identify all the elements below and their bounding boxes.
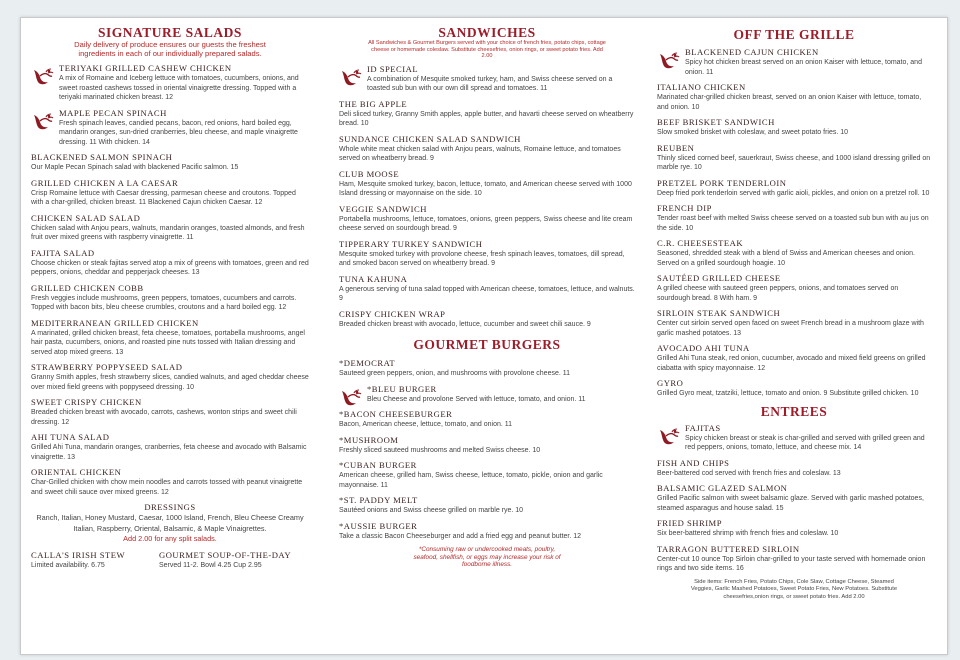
menu-item xyxy=(339,239,635,269)
menu-item xyxy=(339,384,635,405)
menu-item-name: REUBEN xyxy=(657,142,695,153)
chili-pepper-icon xyxy=(339,388,363,410)
menu-item-name: *ST. PADDY MELT xyxy=(339,495,418,506)
menu-item-description: Spicy chicken breast or steak is char-grilled and served with grilled green and red peppers, onions, tomato, lettuce, and cheese mix. 14 xyxy=(685,434,925,451)
menu-item xyxy=(339,64,635,94)
menu-item xyxy=(339,204,635,234)
menu-item xyxy=(657,308,931,338)
menu-item-description: American cheese, grilled ham, Swiss cheese, lettuce, tomato, pickle, onion and garlic mayonnaise. 11 xyxy=(339,472,603,489)
menu-item-description: Fresh spinach leaves, candied pecans, bacon, red onions, hard boiled egg, mandarin oranges, sun-dried cranberries, bleu cheese, and maple vinaigrette dressing. 11 With chicken. 14 xyxy=(59,119,298,146)
menu-item-name: BEEF BRISKET SANDWICH xyxy=(657,117,775,127)
dressings-list: Ranch, Italian, Honey Mustard, Caesar, 1000 Island, French, Bleu Cheese Creamy Italian, Raspberry, Oriental, Balsamic, & Maple Vinaigrettes. xyxy=(36,513,304,533)
menu-item-description: Grilled Ahi Tuna steak, red onion, cucumber, avocado and mixed field greens on grilled ciabatta with spicy mayonnaise. 12 xyxy=(657,355,926,372)
stew-desc: Limited availability. 6.75 xyxy=(31,562,105,569)
menu-item-description: A grilled cheese with sauteed green peppers, onions, and tomatoes served on sourdough bread. 8 With ham. 9 xyxy=(657,285,899,302)
menu-item-name: TERIYAKI GRILLED CASHEW CHICKEN xyxy=(59,63,232,73)
menu-item-description: A marinated, grilled chicken breast, feta cheese, tomatoes, portabella mushrooms, angel hair pasta, cucumbers, onions, and roasted pine nuts tossed with Italian dressing and served atop mixed greens. 13 xyxy=(31,329,305,356)
menu-item xyxy=(657,203,931,233)
section-title-burgers: GOURMET BURGERS xyxy=(413,337,561,353)
menu-item xyxy=(31,108,309,148)
menu-item-name: *BACON CHEESEBURGER xyxy=(339,409,453,420)
menu-item-name: CLUB MOOSE xyxy=(339,168,400,179)
menu-item xyxy=(657,343,931,373)
menu-item-description: Our Maple Pecan Spinach salad with blackened Pacific salmon. 15 xyxy=(31,164,239,171)
menu-item-description: Thinly sliced corned beef, sauerkraut, Swiss cheese, and 1000 island dressing grilled on marble rye. 10 xyxy=(657,154,931,171)
menu-item-name: TIPPERARY TURKEY SANDWICH xyxy=(339,238,483,249)
stew-item xyxy=(31,550,151,571)
menu-item-description: Grilled Pacific salmon with sweet balsamic glaze. Served with garlic mashed potatoes, steamed asparagus and house salad. 15 xyxy=(657,495,924,512)
menu-item-description: Grilled Ahi Tuna, mandarin oranges, cranberries, feta cheese and avocado with Balsamic vinaigrette. 13 xyxy=(31,444,307,461)
menu-item-name: SWEET CRISPY CHICKEN xyxy=(31,397,142,407)
menu-item-description: Bacon, American cheese, lettuce, tomato, and onion. 11 xyxy=(339,421,513,429)
grille-list xyxy=(657,47,931,399)
stew-soup-row xyxy=(31,550,309,571)
menu-item-description: Sauteed green peppers, onion, and mushrooms with provolone cheese. 11 xyxy=(339,370,571,378)
menu-item xyxy=(31,178,309,208)
menu-item-name: AVOCADO AHI TUNA xyxy=(657,343,750,353)
menu-item xyxy=(31,318,309,358)
section-title-entrees: ENTREES xyxy=(760,403,828,419)
menu-item-name: *MUSHROOM xyxy=(339,434,399,445)
soup-item xyxy=(159,550,309,571)
menu-item xyxy=(339,99,635,129)
menu-item-name: ORIENTAL CHICKEN xyxy=(31,467,122,477)
menu-item-description: A combination of Mesquite smoked turkey, ham, and Swiss cheese served on a toasted sub bun with our own dill spread and tomatoes. 11 xyxy=(367,75,613,93)
sandwiches-intro: All Sandwiches & Gourmet Burgers served with your choice of french fries, potato chips, cottage cheese or homemade coleslaw. Substitute cheesefries, onion rings, or sweet potato fries. Add 2.00 xyxy=(368,40,606,60)
soup-name: GOURMET SOUP-OF-THE-DAY xyxy=(159,550,292,560)
menu-item xyxy=(339,358,635,379)
menu-item xyxy=(339,274,635,304)
menu-item-name: FISH AND CHIPS xyxy=(657,457,730,468)
dressings-split-note: Add 2.00 for any split salads. xyxy=(123,534,217,543)
menu-item-name: GRILLED CHICKEN COBB xyxy=(31,282,144,293)
menu-item-name: TARRAGON BUTTERED SIRLOIN xyxy=(657,543,800,554)
menu-item-description: Portabella mushrooms, lettuce, tomatoes, onions, green peppers, Swiss cheese and lite cream cheese served on sourdough bread. 9 xyxy=(339,215,633,233)
menu-item xyxy=(339,435,635,456)
menu-item-name: *DEMOCRAT xyxy=(339,358,396,369)
menu-item xyxy=(31,432,309,462)
menu-item-description: Freshly sliced sauteed mushrooms and melted Swiss cheese. 10 xyxy=(339,446,541,454)
menu-item xyxy=(657,47,931,77)
menu-sheet xyxy=(20,17,948,655)
menu-item-name: *AUSSIE BURGER xyxy=(339,520,418,531)
menu-item xyxy=(657,117,931,138)
menu-item-description: Deep fried pork tenderloin served with garlic aioli, pickles, and onion on a pretzel roll. 10 xyxy=(657,189,930,197)
menu-item xyxy=(31,397,309,427)
menu-item xyxy=(657,238,931,268)
salads-intro: Daily delivery of produce ensures our guests the freshest ingredients in each of our individually prepared salads. xyxy=(74,40,266,58)
menu-item xyxy=(657,273,931,303)
menu-item-description: Breaded chicken breast with avocado, lettuce, cucumber and sweet chili sauce. 9 xyxy=(339,320,591,328)
menu-item-name: SAUTÉED GRILLED CHEESE xyxy=(657,273,781,283)
menu-item xyxy=(657,518,931,539)
menu-item xyxy=(31,283,309,313)
section-title-grille: OFF THE GRILLE xyxy=(733,27,855,42)
menu-item-description: Mesquite smoked turkey with provolone cheese, fresh spinach leaves, tomatoes, dill spread, and smoked bacon served on wheatberry bread. 9 xyxy=(339,250,625,268)
menu-item-name: *CUBAN BURGER xyxy=(339,460,417,471)
menu-item-name: TUNA KAHUNA xyxy=(339,273,408,284)
menu-item-description: Beer-battered cod served with french fries and coleslaw. 13 xyxy=(657,469,841,477)
burgers-list xyxy=(339,358,635,541)
menu-item-name: SUNDANCE CHICKEN SALAD SANDWICH xyxy=(339,133,521,144)
menu-item-name: MEDITERRANEAN GRILLED CHICKEN xyxy=(31,317,199,328)
menu-item-description: Center-cut 10 ounce Top Sirloin char-grilled to your taste served with homemade onion rings and two side items. 16 xyxy=(657,555,926,572)
foodborne-warning: *Consuming raw or undercooked meats, poultry, seafood, shellfish, or eggs may increase your risk of foodborne illness. xyxy=(413,546,561,569)
salads-column xyxy=(31,25,309,571)
dressings-block xyxy=(31,502,309,544)
menu-item xyxy=(339,409,635,430)
menu-item-description: Choose chicken or steak fajitas served atop a mix of greens with tomatoes, green and red peppers, onions, cheddar and pepperjack cheeses. 13 xyxy=(31,259,309,276)
menu-item-description: Chicken salad with Anjou pears, walnuts, mandarin oranges, toasted almonds, and fresh fruit over mixed greens with raspberry vinaigrette. 11 xyxy=(31,224,305,241)
menu-item-name: CRISPY CHICKEN WRAP xyxy=(339,308,446,319)
menu-item-description: Whole white meat chicken salad with Anjou pears, walnuts, Romaine lettuce, and tomatoes served on wheatberry bread. 9 xyxy=(339,145,621,163)
menu-item xyxy=(31,362,309,392)
menu-item xyxy=(339,169,635,199)
menu-item-name: FAJITAS xyxy=(685,422,721,433)
menu-item-name: BLACKENED CAJUN CHICKEN xyxy=(685,47,819,57)
entrees-list xyxy=(657,423,931,574)
menu-item xyxy=(31,467,309,497)
menu-item xyxy=(657,544,931,574)
menu-item-name: AHI TUNA SALAD xyxy=(31,432,110,442)
menu-item xyxy=(339,309,635,330)
menu-item-description: Seasoned, shredded steak with a blend of Swiss and American cheeses and onion. Served on a grilled sourdough hoagie. 10 xyxy=(657,250,915,267)
menu-item xyxy=(31,213,309,243)
grille-column xyxy=(657,27,931,601)
sandwiches-column xyxy=(339,25,635,569)
chili-pepper-icon xyxy=(339,68,363,90)
menu-item-description: Sautéed onions and Swiss cheese grilled on marble rye. 10 xyxy=(339,507,524,515)
menu-item xyxy=(657,82,931,112)
menu-item-name: *BLEU BURGER xyxy=(367,383,437,394)
menu-item-name: GYRO xyxy=(657,378,684,388)
menu-item-description: Six beer-battered shrimp with french fries and coleslaw. 10 xyxy=(657,530,839,537)
menu-item-description: Breaded chicken breast with avocado, carrots, cashews, wonton strips and sweet chili dressing. 12 xyxy=(31,409,297,426)
menu-item-name: GRILLED CHICKEN A LA CAESAR xyxy=(31,177,179,188)
menu-item-description: Slow smoked brisket with coleslaw, and sweet potato fries. 10 xyxy=(657,129,849,136)
menu-item xyxy=(31,152,309,173)
menu-item xyxy=(657,378,931,399)
menu-item-name: BALSAMIC GLAZED SALMON xyxy=(657,483,788,493)
menu-item-description: Bleu Cheese and provolone Served with lettuce, tomato, and onion. 11 xyxy=(367,395,586,403)
sandwiches-list xyxy=(339,64,635,330)
menu-item-description: Fresh veggies include mushrooms, green peppers, tomatoes, cucumbers and carrots. Topped with bacon bits, bleu cheese crumbles, croutons and a hard boiled egg. 12 xyxy=(31,294,297,311)
menu-item-description: Center cut sirloin served open faced on sweet French bread in a mushroom glaze with garlic mashed potatoes. 13 xyxy=(657,320,924,337)
menu-item xyxy=(657,143,931,173)
menu-item-name: ITALIANO CHICKEN xyxy=(657,82,746,92)
menu-item xyxy=(31,248,309,278)
menu-item-name: FRENCH DIP xyxy=(657,203,712,213)
menu-item-name: FRIED SHRIMP xyxy=(657,518,722,528)
menu-item-name: STRAWBERRY POPPYSEED SALAD xyxy=(31,362,183,372)
menu-item-description: Take a classic Bacon Cheeseburger and add a fried egg and peanut butter. 12 xyxy=(339,532,582,540)
chili-pepper-icon xyxy=(31,67,55,89)
section-title-salads: SIGNATURE SALADS xyxy=(98,25,242,40)
menu-item-name: FAJITA SALAD xyxy=(31,247,95,258)
menu-item-name: MAPLE PECAN SPINACH xyxy=(59,107,167,118)
menu-item-description: Marinated char-grilled chicken breast, served on an onion Kaiser with lettuce, tomato, and onion. 10 xyxy=(657,94,922,111)
menu-item-name: THE BIG APPLE xyxy=(339,98,408,109)
menu-item-description: Char-Grilled chicken with chow mein noodles and carrots tossed with peanut vinaigrette and sweet chili sauce over mixed greens. 12 xyxy=(31,479,303,496)
menu-item-name: PRETZEL PORK TENDERLOIN xyxy=(657,177,787,188)
chili-pepper-icon xyxy=(657,51,681,73)
section-title-sandwiches: SANDWICHES xyxy=(438,25,536,40)
menu-item xyxy=(339,460,635,490)
side-items-note: Side items: French Fries, Potato Chips, Cole Slaw, Cottage Cheese, Steamed Veggies, Garlic Mashed Potatoes, Sweet Potato Fries, New Potatoes. Substitute cheesefries,onion rings, or sweet potato fries. Add 2.00 xyxy=(690,578,898,600)
menu-item-description: Grilled Gyro meat, tzatziki, lettuce, tomato and onion. 9 Substitute grilled chicken. 10 xyxy=(657,390,919,397)
menu-item-description: A generous serving of tuna salad topped with American cheese, tomatoes, lettuce, and walnuts. 9 xyxy=(339,285,635,303)
menu-item-description: Ham, Mesquite smoked turkey, bacon, lettuce, tomato, and American cheese served with 1000 Island dressing or mayonnaise on the side. 10 xyxy=(339,180,632,198)
soup-desc: Served 11-2. Bowl 4.25 Cup 2.95 xyxy=(159,562,262,569)
menu-item-description: Tender roast beef with melted Swiss cheese served on a toasted sub bun with au jus on the side. 10 xyxy=(657,215,929,232)
chili-pepper-icon xyxy=(657,427,681,449)
menu-item-name: CHICKEN SALAD SALAD xyxy=(31,212,141,223)
menu-item-name: C.R. CHEESESTEAK xyxy=(657,238,744,248)
dressings-title: DRESSINGS xyxy=(144,502,196,512)
menu-item-description: Crisp Romaine lettuce with Caesar dressing, parmesan cheese and croutons. Topped with a char-grilled, chicken breast. 11 Blackened Cajun chicken Caesar. 12 xyxy=(31,189,296,206)
menu-item-name: SIRLOIN STEAK SANDWICH xyxy=(657,308,781,318)
menu-item-description: Granny Smith apples, fresh strawberry slices, candied walnuts, and aged cheddar cheese over mixed field greens with poppyseed dressing. 10 xyxy=(31,374,309,391)
menu-item-name: VEGGIE SANDWICH xyxy=(339,203,427,214)
menu-item xyxy=(339,495,635,516)
stew-name: CALLA'S IRISH STEW xyxy=(31,550,126,560)
menu-item-description: A mix of Romaine and Iceberg lettuce with tomatoes, cucumbers, onions, and sweet roasted cashews tossed in oriental vinaigrette dressing. Topped with a teriyaki marinated chicken breast. 12 xyxy=(59,75,299,101)
menu-item xyxy=(339,521,635,542)
menu-item-name: ID SPECIAL xyxy=(367,63,419,74)
menu-item xyxy=(31,63,309,103)
chili-pepper-icon xyxy=(31,112,55,134)
salads-list xyxy=(31,63,309,497)
menu-item-description: Spicy hot chicken breast served on an onion Kaiser with lettuce, tomato, and onion. 11 xyxy=(685,59,922,76)
menu-item xyxy=(657,178,931,199)
menu-item xyxy=(657,458,931,479)
menu-item xyxy=(657,483,931,513)
menu-item xyxy=(657,423,931,453)
menu-item-description: Deli sliced turkey, Granny Smith apples, apple butter, and havarti cheese served on wheatberry bread. 10 xyxy=(339,110,634,128)
menu-item xyxy=(339,134,635,164)
menu-item-name: BLACKENED SALMON SPINACH xyxy=(31,152,173,162)
